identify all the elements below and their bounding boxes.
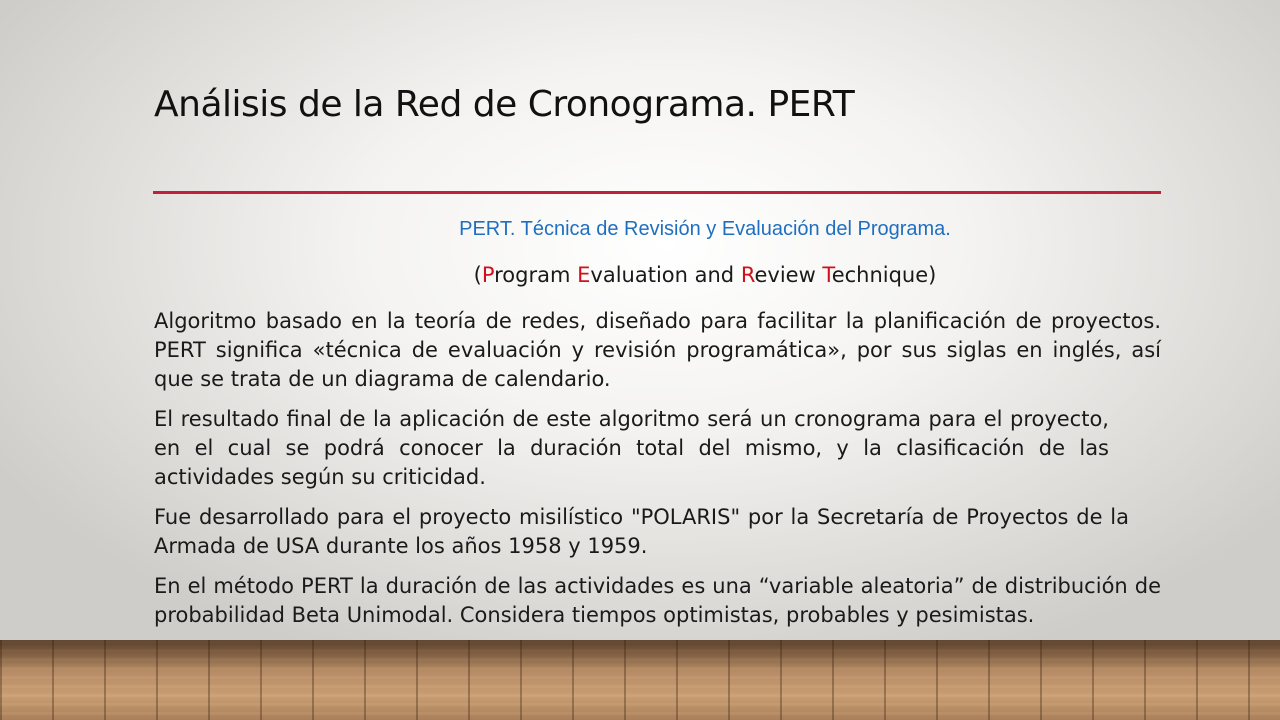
paragraph-result: El resultado final de la aplicación de este algoritmo será un cronograma para el proyecto, en el cual se podrá conocer la duración total del mismo, y la clasificación de las actividades según su criticidad. [154,407,1109,489]
acronym-initial-p: P [481,263,495,287]
acronym-line [200,263,1210,287]
slide-title: Análisis de la Red de Cronograma. PERT [154,84,855,125]
acronym-word-rest: eview [754,263,823,287]
acronym-close-paren: ) [928,263,937,287]
slide-subtitle: PERT. Técnica de Revisión y Evaluación del Programa. [459,218,951,240]
acronym-initial-r: R [740,263,755,287]
acronym-initial-t: T [822,263,832,287]
acronym-word-rest: valuation and [590,263,741,287]
paragraph-definition: Algoritmo basado en la teoría de redes, diseñado para facilitar la planificación de proyectos. PERT significa «técnica de evaluación y revisión programática», por sus siglas en inglés, así que se trata de un diagrama de calendario. [154,309,1161,391]
acronym-word-rest: echnique [831,263,929,287]
slide-body [154,307,1161,641]
acronym-initial-e: E [577,263,591,287]
paragraph-history: Fue desarrollado para el proyecto misilístico "POLARIS" por la Secretaría de Proyectos de la Armada de USA durante los años 1958 y 1959. [154,505,1129,558]
title-divider [153,191,1161,194]
acronym-word-rest: rogram [494,263,578,287]
acronym-open-paren: ( [473,263,482,287]
paragraph-method: En el método PERT la duración de las actividades es una “variable aleatoria” de distribución de probabilidad Beta Unimodal. Considera tiempos optimistas, probables y pesimistas. [154,574,1161,627]
floor-shadow [0,640,1280,720]
